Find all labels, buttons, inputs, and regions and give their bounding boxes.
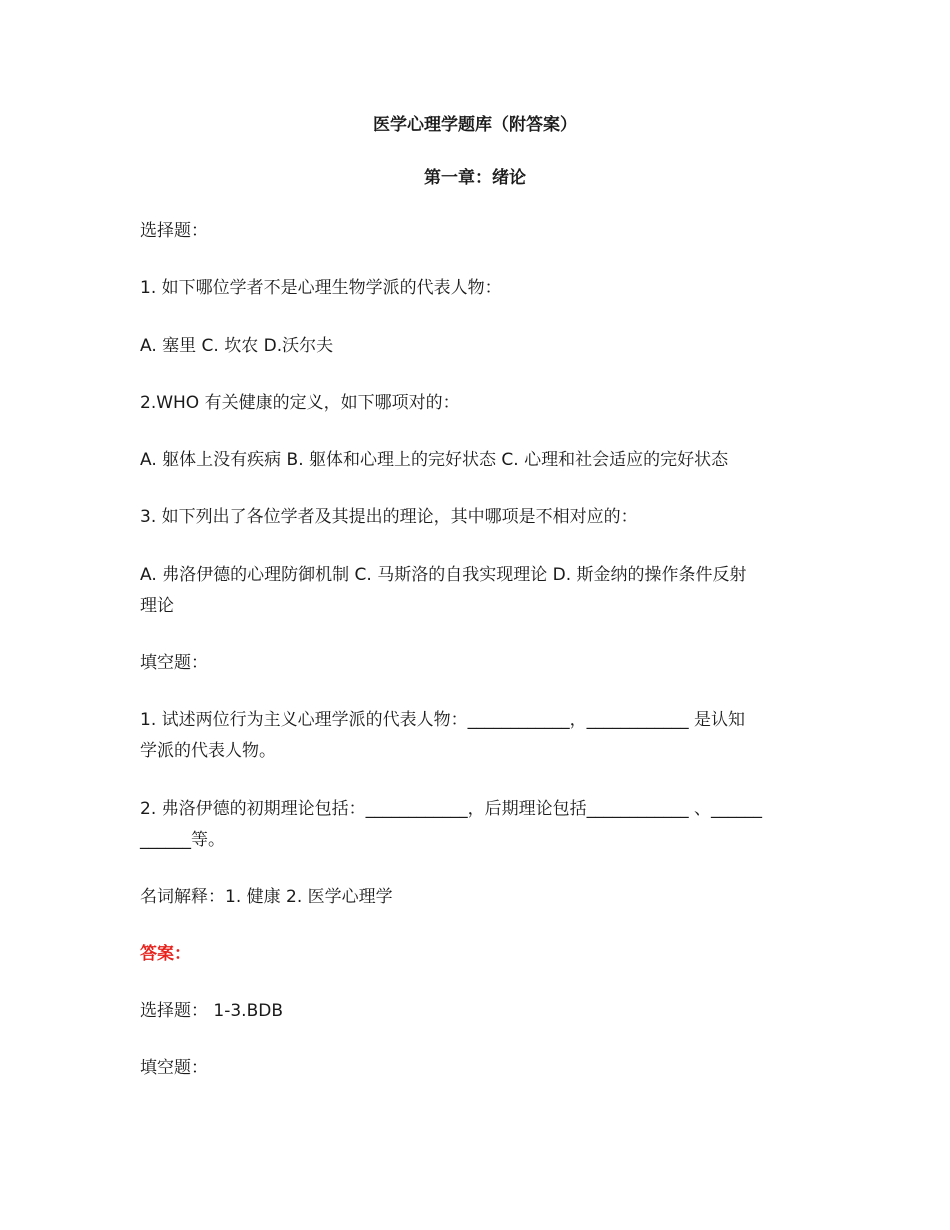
answers-fill-blank-heading: 填空题： bbox=[140, 1058, 208, 1078]
definitions-line: 名词解释：1. 健康 2. 医学心理学 bbox=[140, 887, 393, 907]
answers-heading: 答案： bbox=[140, 944, 191, 964]
question-3: 3. 如下列出了各位学者及其提出的理论，其中哪项是不相对应的： bbox=[140, 507, 638, 527]
question-1-options: A. 塞里 C. 坎农 D.沃尔夫 bbox=[140, 336, 334, 356]
question-2: 2.WHO 有关健康的定义，如下哪项对的： bbox=[140, 393, 460, 413]
fill-blank-2-line1: 2. 弗洛伊德的初期理论包括：____________，后期理论包括____________ 、______ bbox=[140, 799, 763, 819]
chapter-title: 第一章：绪论 bbox=[424, 168, 526, 188]
fill-blank-heading: 填空题： bbox=[140, 653, 208, 673]
fill-blank-2-line2: ______等。 bbox=[140, 830, 225, 850]
question-2-options: A. 躯体上没有疾病 B. 躯体和心理上的完好状态 C. 心理和社会适应的完好状态 bbox=[140, 450, 729, 470]
document-title: 医学心理学题库（附答案） bbox=[373, 115, 577, 135]
multiple-choice-heading: 选择题： bbox=[140, 221, 208, 241]
fill-blank-1-line1: 1. 试述两位行为主义心理学派的代表人物：____________，____________ 是认知 bbox=[140, 710, 746, 730]
answers-multiple-choice: 选择题： 1-3.BDB bbox=[140, 1001, 283, 1021]
fill-blank-1-line2: 学派的代表人物。 bbox=[140, 741, 276, 761]
question-3-options-line1: A. 弗洛伊德的心理防御机制 C. 马斯洛的自我实现理论 D. 斯金纳的操作条件反射 bbox=[140, 565, 747, 585]
question-1: 1. 如下哪位学者不是心理生物学派的代表人物： bbox=[140, 278, 502, 298]
question-3-options-line2: 理论 bbox=[140, 596, 174, 616]
